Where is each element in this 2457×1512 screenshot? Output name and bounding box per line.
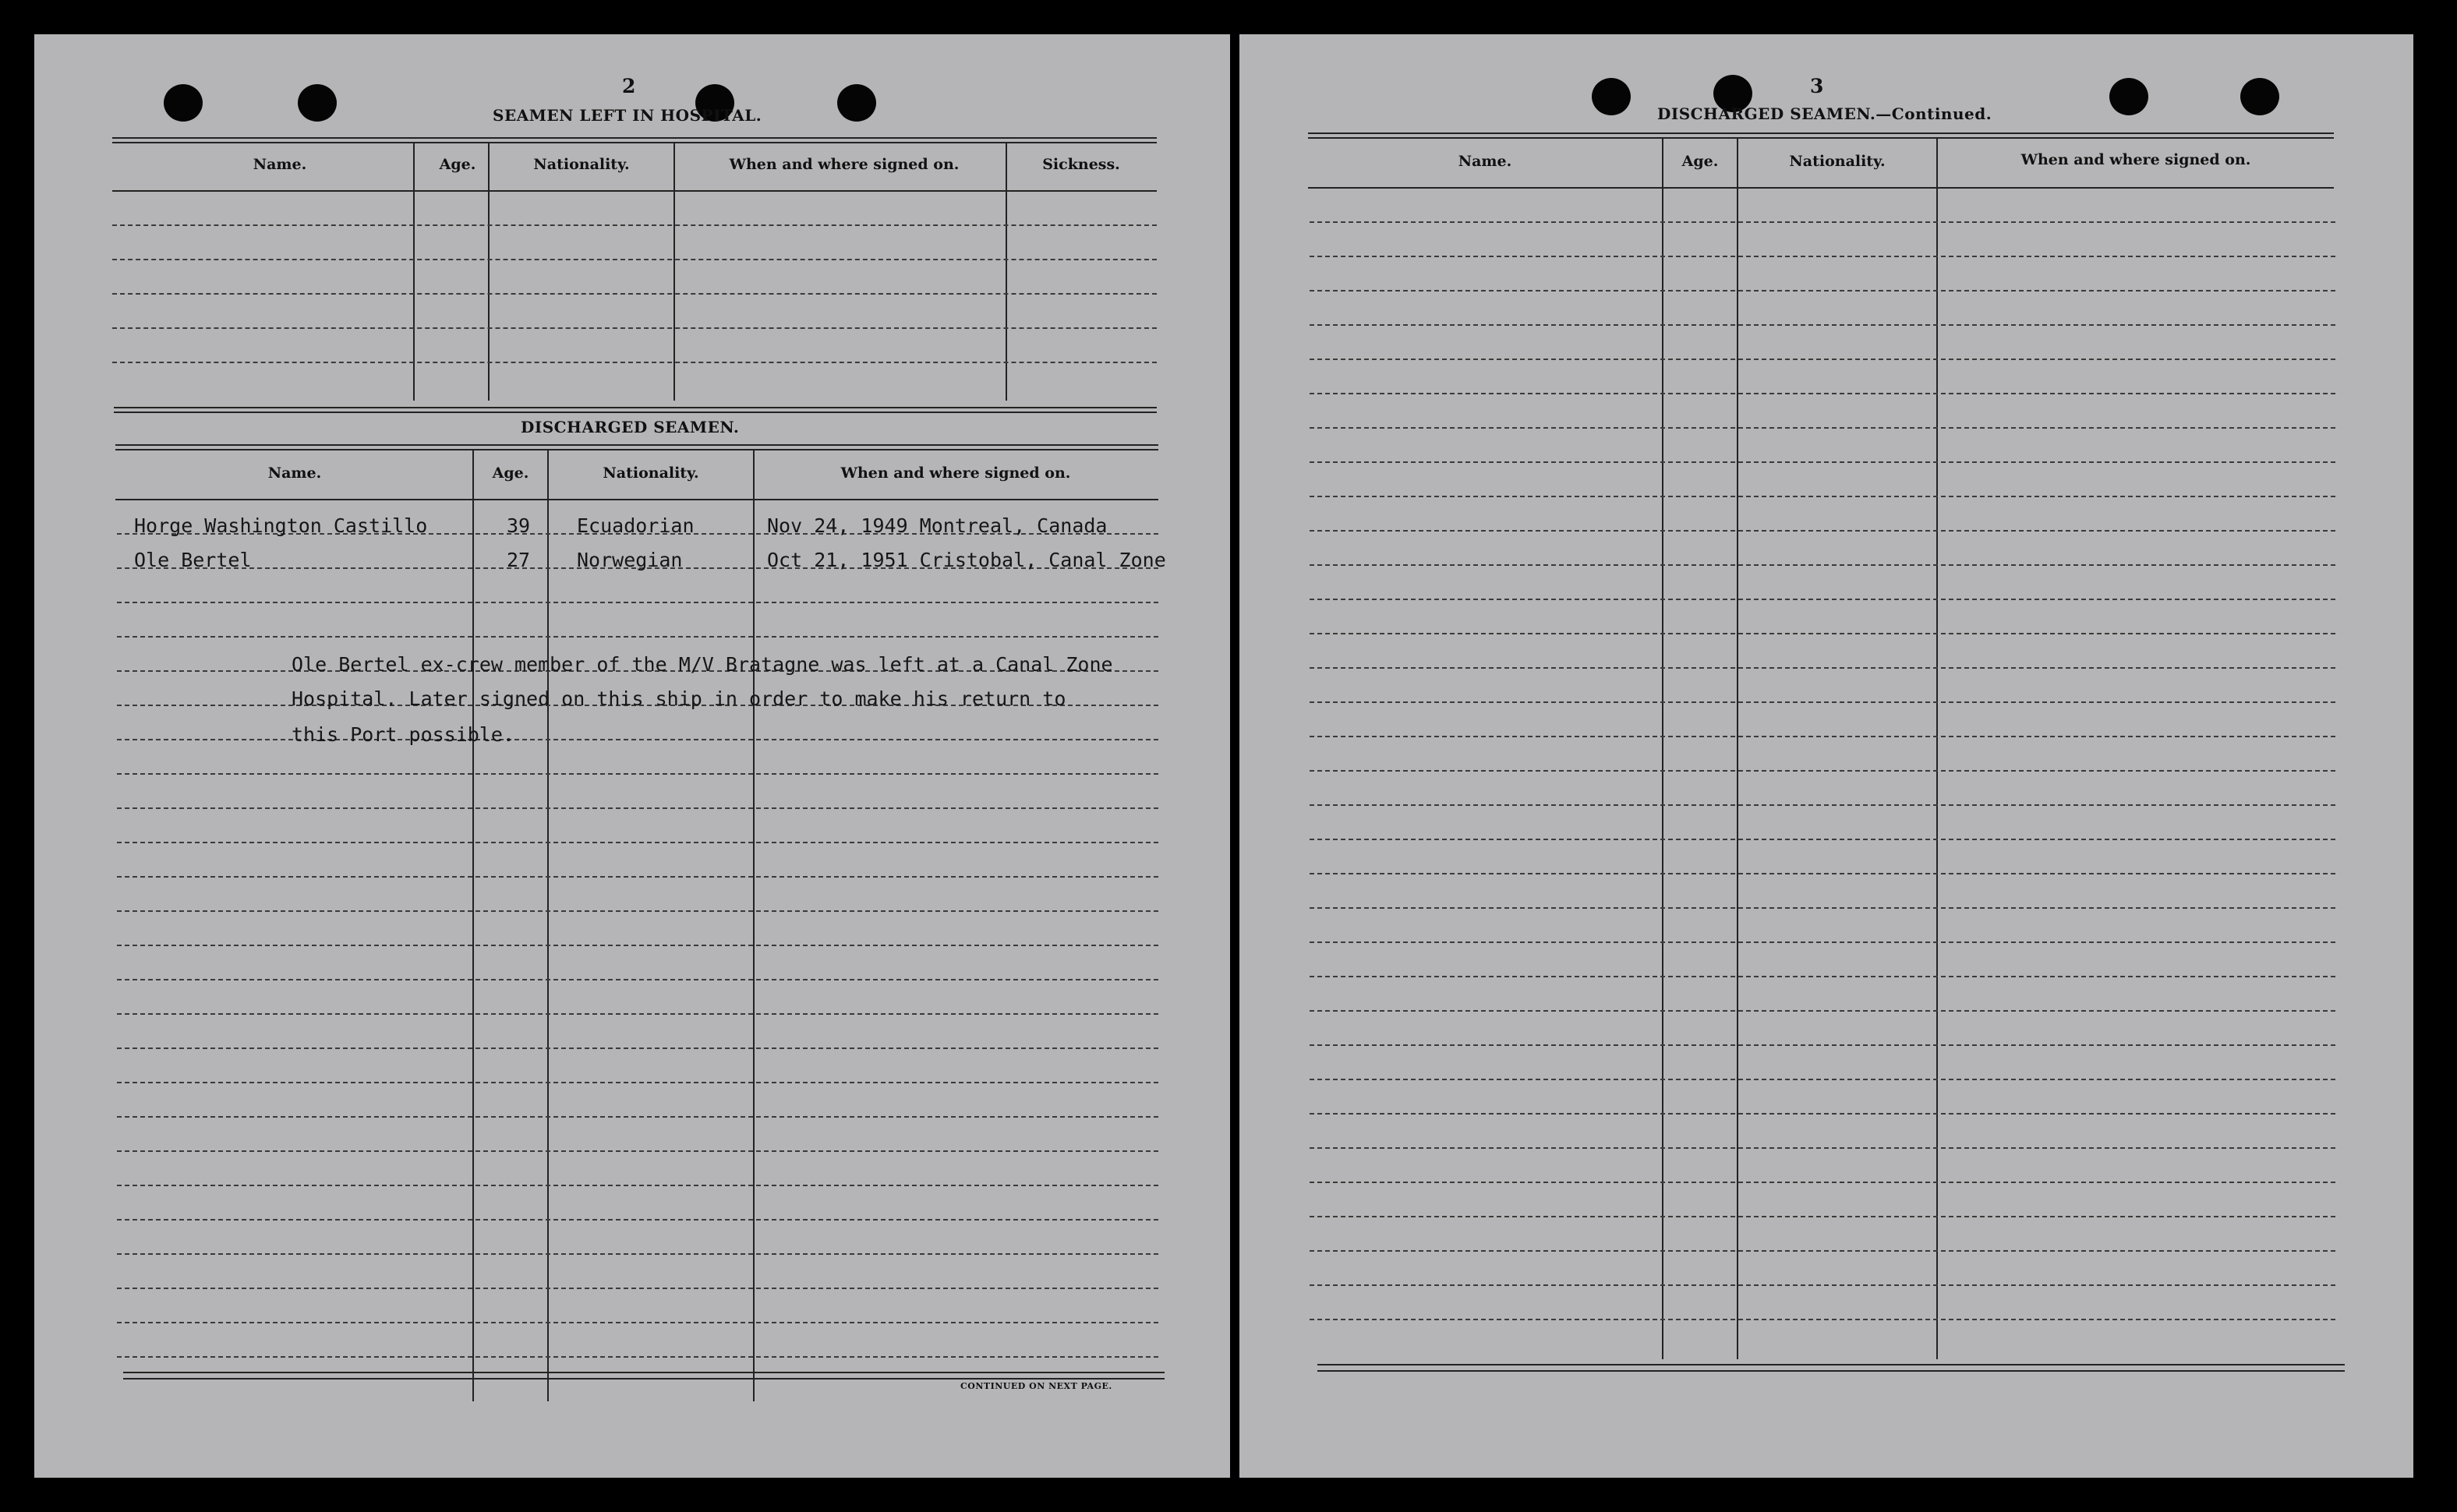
ruled-line	[1310, 1147, 2335, 1149]
ruled-line	[112, 362, 1157, 363]
ruled-line	[117, 1185, 1158, 1186]
seaman-signed-on: Nov 24, 1949 Montreal, Canada	[767, 514, 1108, 537]
col-header-sickness: Sickness.	[1042, 156, 1120, 173]
ruled-line	[1310, 530, 2335, 532]
col-header-age: Age.	[492, 465, 529, 482]
note-line: this Port possible.	[292, 723, 514, 746]
col-header-name: Name.	[253, 156, 307, 173]
ruled-line	[117, 1219, 1158, 1221]
continued-footer: CONTINUED ON NEXT PAGE.	[960, 1381, 1112, 1391]
ruled-line	[117, 1047, 1158, 1049]
ruled-line	[1310, 1079, 2335, 1080]
ruled-line	[1310, 1250, 2335, 1252]
col-header-signed-on: When and where signed on.	[729, 156, 960, 173]
ruled-line	[1310, 324, 2335, 326]
ruled-line	[1310, 1182, 2335, 1183]
ruled-line	[1310, 736, 2335, 737]
punch-hole	[164, 84, 203, 122]
ruled-line	[117, 807, 1158, 809]
punch-hole	[2109, 78, 2148, 115]
ruled-line	[117, 945, 1158, 946]
ruled-line	[1310, 393, 2335, 394]
column-divider	[753, 450, 755, 1401]
ruled-line	[117, 773, 1158, 775]
page-number: 3	[1810, 75, 1824, 97]
ruled-line	[117, 1116, 1158, 1118]
table-top-rule	[1308, 132, 2334, 139]
section-rule	[114, 407, 1157, 413]
ruled-line	[117, 602, 1158, 603]
ruled-line	[1310, 564, 2335, 566]
ruled-line	[112, 259, 1157, 260]
punch-hole	[2240, 78, 2279, 115]
column-divider	[547, 450, 549, 1401]
ruled-line	[1310, 359, 2335, 360]
ruled-line	[117, 636, 1158, 638]
bottom-rule	[123, 1378, 1165, 1380]
ruled-line	[1310, 667, 2335, 669]
ruled-line	[1310, 221, 2335, 223]
seaman-nationality: Norwegian	[577, 549, 683, 571]
col-header-nationality: Nationality.	[603, 465, 699, 482]
ruled-line	[1310, 1319, 2335, 1320]
column-divider	[1737, 139, 1738, 1359]
column-divider	[1936, 139, 1938, 1359]
left-page	[34, 34, 1230, 1478]
punch-hole	[837, 84, 876, 122]
hospital-section-title: SEAMEN LEFT IN HOSPITAL.	[493, 106, 762, 125]
ruled-line	[117, 1322, 1158, 1323]
ruled-line	[1310, 290, 2335, 291]
ruled-line	[1310, 770, 2335, 772]
seaman-nationality: Ecuadorian	[577, 514, 695, 537]
table-top-rule	[112, 137, 1157, 143]
ruled-line	[117, 1288, 1158, 1289]
ruled-line	[117, 739, 1158, 740]
ruled-line	[1310, 461, 2335, 463]
ruled-line	[1310, 941, 2335, 943]
continued-section-title: DISCHARGED SEAMEN.—Continued.	[1657, 104, 1992, 123]
ruled-line	[117, 1082, 1158, 1083]
ruled-line	[1310, 873, 2335, 874]
ruled-line	[1310, 907, 2335, 909]
col-header-signed-on: When and where signed on.	[840, 465, 1071, 482]
ruled-line	[1310, 427, 2335, 429]
seaman-age: 27	[507, 549, 531, 571]
ruled-line	[1310, 804, 2335, 806]
ruled-line	[1310, 256, 2335, 257]
header-rule	[1308, 187, 2334, 189]
col-header-nationality: Nationality.	[533, 156, 630, 173]
bottom-rule	[123, 1372, 1165, 1373]
ruled-line	[1310, 633, 2335, 634]
ruled-line	[1310, 496, 2335, 497]
col-header-name: Name.	[267, 465, 322, 482]
seaman-age: 39	[507, 514, 531, 537]
ruled-line	[1310, 1044, 2335, 1046]
ruled-line	[1310, 1284, 2335, 1286]
punch-hole	[298, 84, 337, 122]
right-page	[1239, 34, 2413, 1478]
ruled-line	[112, 293, 1157, 295]
ruled-line	[1310, 701, 2335, 703]
note-line: Hospital. Later signed on this ship in order to make his return to	[292, 687, 1066, 710]
ruled-line	[1310, 1216, 2335, 1217]
header-rule	[112, 190, 1157, 192]
ruled-line	[1310, 1113, 2335, 1115]
ruled-line	[117, 1150, 1158, 1152]
punch-hole	[1592, 78, 1631, 115]
ruled-line	[1310, 1010, 2335, 1012]
ruled-line	[1310, 839, 2335, 840]
column-divider	[472, 450, 474, 1401]
seaman-name: Horge Washington Castillo	[134, 514, 428, 537]
ruled-line	[117, 1013, 1158, 1015]
seaman-signed-on: Oct 21, 1951 Cristobal, Canal Zone	[767, 549, 1166, 571]
bottom-rule	[1317, 1364, 2345, 1365]
ruled-line	[117, 842, 1158, 843]
ruled-line	[112, 327, 1157, 329]
ruled-line	[117, 876, 1158, 878]
col-header-nationality: Nationality.	[1789, 153, 1886, 170]
col-header-age: Age.	[439, 156, 476, 173]
col-header-name: Name.	[1458, 153, 1512, 170]
ruled-line	[117, 979, 1158, 980]
ruled-line	[117, 1356, 1158, 1358]
ruled-line	[117, 1253, 1158, 1255]
header-rule	[115, 499, 1158, 500]
page-number: 2	[622, 75, 636, 97]
col-header-signed-on: When and where signed on.	[2020, 151, 2251, 168]
bottom-rule	[1317, 1370, 2345, 1372]
note-line: Ole Bertel ex-crew member of the M/V Bratagne was left at a Canal Zone	[292, 653, 1113, 676]
ruled-line	[1310, 976, 2335, 977]
col-header-age: Age.	[1681, 153, 1719, 170]
ruled-line	[1310, 599, 2335, 600]
table-top-rule	[115, 444, 1158, 450]
column-divider	[1662, 139, 1663, 1359]
ruled-line	[117, 910, 1158, 912]
discharged-section-title: DISCHARGED SEAMEN.	[521, 418, 740, 436]
ruled-line	[112, 224, 1157, 226]
seaman-name: Ole Bertel	[134, 549, 252, 571]
